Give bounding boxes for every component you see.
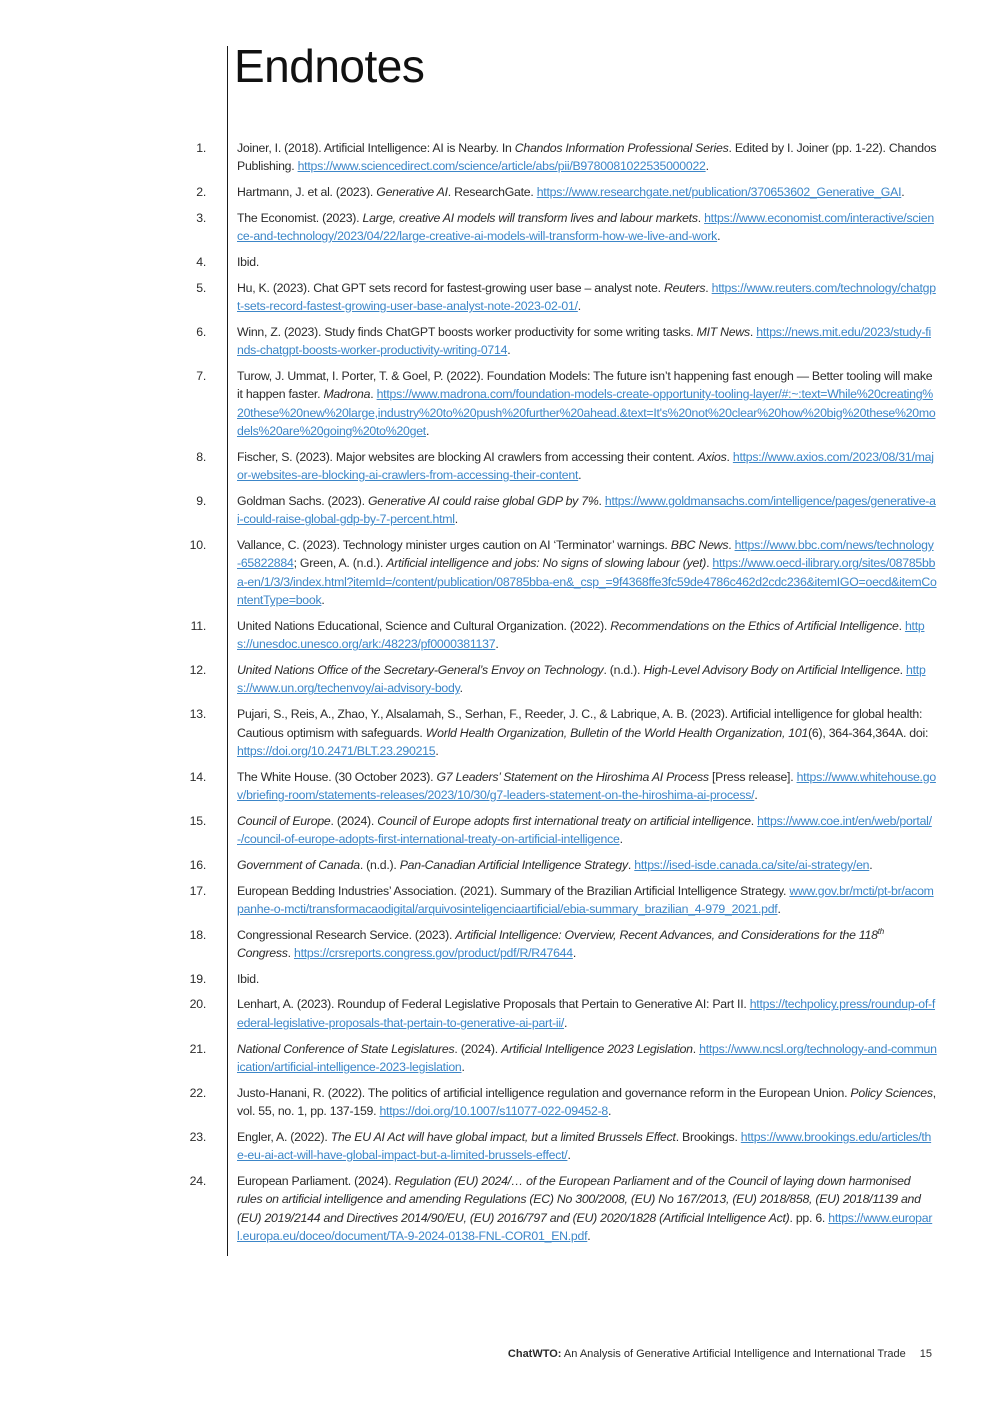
endnote-text (237, 858, 872, 872)
endnote-number: 22. (189, 1085, 206, 1100)
endnote-italic-text: Artificial Intelligence: Overview, Recent Advances, and Considerations for the 118 (455, 927, 878, 942)
endnote-text (237, 325, 931, 357)
endnote-text (237, 1042, 937, 1074)
endnote-italic-text: Artificial Intelligence 2023 Legislation (501, 1041, 693, 1056)
endnote-text-run: Vallance, C. (2023). Technology minister urges caution on AI ‘Terminator’ warnings. (237, 537, 671, 552)
endnote-text-run: . (2024). (454, 1041, 502, 1056)
endnote-text-run: European Bedding Industries’ Association. (2021). Summary of the Brazilian Artificial Intelligence Strategy. (237, 883, 790, 898)
endnote-text-run: Justo-Hanani, R. (2022). The politics of artificial intelligence regulation and governance reform in the European Union. (237, 1085, 851, 1100)
endnote-link[interactable]: https://unesdoc.unesco.org/ark:/48223/pf0000381137 (237, 618, 925, 652)
endnote-text-run: . (370, 387, 377, 402)
endnote-text-run: Joiner, I. (2018). Artificial Intelligence: AI is Nearby. In (237, 141, 515, 155)
endnote-text-run: . (587, 1229, 591, 1244)
endnote-link[interactable]: https://www.goldmansachs.com/intelligence/pages/generative-ai-could-raise-global-gdp-by-7-percent.html (237, 493, 936, 527)
endnote-text (237, 255, 259, 269)
endnote-text-run: . (2024). (330, 813, 378, 828)
endnote-number: 1. (196, 141, 206, 155)
endnote-text-run: . (425, 424, 430, 439)
endnote-item (0, 279, 937, 316)
endnote-text-run: . ResearchGate. (447, 185, 537, 200)
endnote-number: 15. (189, 813, 206, 828)
endnote-number: 20. (189, 997, 206, 1012)
footer-report-subtitle: An Analysis of Generative Artificial Intelligence and International Trade (561, 1348, 906, 1360)
endnote-text-run: . (898, 618, 905, 633)
endnote-text-run: The White House. (30 October 2023). (237, 769, 437, 784)
endnote-text-run: ; Green, A. (n.d.). (293, 556, 387, 571)
endnote-link[interactable]: https://www.researchgate.net/publication/370653602_Generative_GAI (536, 185, 902, 200)
endnote-text (237, 663, 926, 695)
endnote-text-run: . (619, 832, 623, 847)
endnote-italic-text: Artificial intelligence and jobs: No signs of slowing labour (yet) (386, 556, 707, 571)
endnote-item (0, 882, 937, 919)
endnote-text-run: . pp. 6. (789, 1210, 829, 1225)
endnote-text (237, 1086, 936, 1118)
endnote-italic-text: BBC News (670, 537, 729, 552)
endnote-text (237, 450, 934, 482)
endnote-number: 5. (196, 280, 206, 295)
endnote-text (237, 538, 937, 607)
endnote-text (237, 211, 934, 243)
endnote-text-run: . (608, 1104, 612, 1119)
endnote-number: 14. (189, 769, 206, 784)
endnote-text-run: Engler, A. (2022). (237, 1129, 331, 1144)
endnote-italic-text: Axios (697, 449, 727, 464)
endnote-text-run: . (461, 1060, 465, 1074)
endnote-link[interactable]: https://techpolicy.press/roundup-of-federal-legislative-proposals-that-pertain-to-generative-ai-part-ii/ (237, 997, 936, 1030)
endnote-text-run: . (435, 743, 439, 758)
endnote-text-run: . (706, 556, 713, 571)
endnote-link[interactable]: https://www.axios.com/2023/08/31/major-websites-are-blocking-ai-crawlers-from-accessing-their-content (237, 449, 934, 483)
endnote-number: 23. (189, 1129, 206, 1144)
endnote-italic-text: United Nations Office of the Secretary-General’s Envoy on Technology (237, 663, 604, 678)
endnote-item (0, 536, 937, 610)
endnote-text-run: Winn, Z. (2023). Study finds ChatGPT boosts worker productivity for some writing tasks. (237, 324, 697, 339)
page-title: Endnotes (234, 40, 425, 92)
endnote-text-run: . (726, 449, 733, 464)
endnote-number: 19. (189, 971, 206, 986)
endnote-link[interactable]: https://news.mit.edu/2023/study-finds-chatgpt-boosts-worker-productivity-writing-0714 (237, 324, 931, 358)
endnote-text-run: Fischer, S. (2023). Major websites are blocking AI crawlers from accessing their content. (237, 449, 698, 464)
endnotes-list (0, 139, 992, 1253)
endnote-link[interactable]: https://doi.org/10.1007/s11077-022-09452-8 (379, 1104, 609, 1119)
endnote-italic-text: High-Level Advisory Body on Artificial Intelligence (643, 663, 900, 678)
endnote-item (0, 1040, 937, 1077)
endnote-text (237, 770, 936, 802)
endnote-number: 6. (196, 324, 206, 339)
endnote-item (0, 492, 937, 529)
endnote-text-run: . (697, 210, 705, 225)
endnote-item (0, 768, 937, 805)
page-footer (508, 1346, 932, 1362)
endnote-link[interactable]: https://crsreports.congress.gov/product/pdf/R/R47644 (293, 946, 573, 961)
endnote-text-run: . (578, 468, 582, 483)
endnote-text-run: . (321, 593, 325, 608)
endnote-text-run: , vol. 55, no. 1, pp. 137-159. (237, 1085, 936, 1119)
endnote-item (0, 253, 937, 271)
endnote-italic-text: Large, creative AI models will transform lives and labour markets (362, 210, 698, 225)
endnote-text (237, 141, 936, 173)
endnote-text (237, 619, 924, 651)
endnote-number: 2. (196, 185, 206, 200)
endnote-link[interactable]: https://ised-isde.canada.ca/site/ai-strategy/en (634, 857, 870, 872)
endnote-item (0, 705, 937, 760)
endnote-text-run: The Economist. (2023). (237, 210, 363, 225)
endnote-text-run: . (777, 901, 781, 916)
endnote-item (0, 856, 937, 874)
endnote-link[interactable]: https://www.oecd-ilibrary.org/sites/08785bba-en/1/3/3/index.html?itemId=/content/publication/08785bba-en&_csp_=9f4368ffe3fc59de4786c462d2cdc236&itemIGO=oecd&itemContentType=book (237, 556, 937, 608)
endnote-link[interactable]: https://www.madrona.com/foundation-models-create-opportunity-tooling-layer/#:~:text=While%20creating%20these%20new%20large,industry%20to%20push%20further%20ahead.&text=It's%20not%20clear%20how%20big%20these%20models%20are%20going%20to%20get (237, 387, 936, 439)
endnote-text-run: Lenhart, A. (2023). Roundup of Federal Legislative Proposals that Pertain to Generative AI: Part II. (237, 997, 750, 1012)
endnote-text-run: . (869, 857, 873, 872)
endnote-item (0, 970, 937, 988)
endnote-item (0, 617, 937, 654)
endnote-text (237, 494, 936, 526)
endnote-number: 13. (189, 707, 206, 722)
endnote-item (0, 661, 937, 698)
endnote-item (0, 995, 937, 1032)
endnote-item (0, 812, 937, 849)
endnote-italic-text: Chandos Information Professional Series (514, 141, 729, 155)
endnote-text-run: . (692, 1041, 700, 1056)
endnote-number: 16. (189, 857, 206, 872)
endnote-text-run: . (627, 857, 635, 872)
endnote-text-run: . (754, 788, 758, 803)
endnote-link[interactable]: https://www.ncsl.org/technology-and-communication/artificial-intelligence-2023-legislation (237, 1041, 937, 1074)
endnote-item (0, 183, 937, 201)
endnote-link[interactable]: https://www.whitehouse.gov/briefing-room/statements-releases/2023/10/30/g7-leaders-statement-on-the-hiroshima-ai-process/ (237, 769, 936, 803)
endnote-link[interactable]: https://www.economist.com/interactive/science-and-technology/2023/04/22/large-creative-ai-models-will-transform-how-we-live-and-work (237, 210, 934, 244)
endnote-text-run: . (459, 681, 463, 696)
endnote-text-run: . (717, 229, 721, 244)
endnote-text-run: United Nations Educational, Science and Cultural Organization. (2022). (237, 618, 611, 633)
endnote-italic-text: Generative AI (376, 185, 448, 200)
endnote-italic-text: World Health Organization, Bulletin of the World Health Organization, 101 (425, 725, 809, 740)
endnote-text-run: . (705, 280, 712, 295)
endnote-text-run: . (572, 946, 577, 961)
endnote-text (237, 185, 904, 199)
endnote-link[interactable]: https://www.europarl.europa.eu/doceo/document/TA-9-2024-0138-FNL-COR01_EN.pdf (237, 1210, 933, 1244)
endnote-text (237, 997, 935, 1029)
endnote-number: 21. (189, 1041, 206, 1056)
endnote-italic-text: Government of Canada (237, 857, 360, 872)
endnote-text (237, 1130, 931, 1162)
endnote-item (0, 323, 937, 360)
endnote-number: 3. (196, 210, 206, 225)
endnote-text-run: . Edited by I. Joiner (pp. 1-22). Chandos Publishing. (237, 141, 937, 174)
endnote-italic-text: Policy Sciences (850, 1085, 933, 1100)
endnote-number: 8. (196, 449, 206, 464)
endnote-text-run: Goldman Sachs. (2023). (237, 493, 368, 508)
endnote-italic-text: G7 Leaders’ Statement on the Hiroshima AI Process (436, 769, 709, 784)
endnote-text (237, 707, 928, 758)
endnote-italic-text: Council of Europe (237, 813, 331, 828)
endnote-link[interactable]: https://www.un.org/techenvoy/ai-advisory-body (237, 663, 926, 696)
endnote-item (0, 1084, 937, 1121)
endnote-italic-text: Regulation (EU) 2024/… of the European Parliament and of the Council of laying down harmonised rules on artificial intelligence and amending Regulations (EC) No 300/2008, (EU) No 167/2013, (EU) 2018/858, (EU) 2018/1139 and (EU) 2019/2144 and Directives 2014/90/EU, (EU) 2016/797 and (EU) 2020/1828 (Artificial Intelligence Act) (237, 1173, 921, 1225)
endnote-text (237, 972, 259, 986)
endnote-italic-text: Generative AI could raise global GDP by 7% (367, 493, 599, 508)
endnote-link[interactable]: https://doi.org/10.2471/BLT.23.290215 (237, 743, 436, 758)
endnote-item (0, 1172, 937, 1246)
endnote-text-run: [Press release]. (708, 769, 797, 784)
endnote-number: 18. (189, 927, 206, 942)
endnote-italic-text: Recommendations on the Ethics of Artificial Intelligence (610, 618, 899, 633)
endnote-item (0, 448, 937, 485)
endnote-text-run: . (567, 1148, 571, 1163)
endnote-text (237, 928, 884, 960)
endnote-text-run: (6), 364-364,364A. doi: (808, 725, 929, 740)
endnote-item (0, 209, 937, 246)
endnote-text-run: . (287, 946, 294, 961)
endnote-italic-text: MIT News (696, 324, 750, 339)
endnote-number: 24. (189, 1173, 206, 1188)
endnote-text-run: . (750, 813, 758, 828)
endnote-text (237, 369, 935, 438)
endnote-number: 7. (196, 368, 206, 383)
endnote-text-run: . (564, 1015, 568, 1030)
endnote-italic-text: Pan-Canadian Artificial Intelligence Strategy (399, 857, 628, 872)
endnote-italic-text: Congress (237, 946, 288, 961)
endnote-text-run: . (454, 512, 458, 527)
endnote-text-run: European Parliament. (2024). (237, 1173, 395, 1188)
endnote-text-run: Hartmann, J. et al. (2023). (237, 185, 377, 200)
endnote-text-run: Turow, J. Ummat, I. Porter, T. & Goel, P. (2022). Foundation Models: The future isn’t happening fast enough — Better tooling will make it happen faster. (237, 368, 933, 402)
endnote-italic-text: The EU AI Act will have global impact, but a limited Brussels Effect (330, 1129, 676, 1144)
endnote-number: 9. (196, 493, 206, 508)
endnote-superscript: th (877, 926, 884, 936)
endnote-text-run: . (n.d.). (603, 663, 644, 678)
endnote-text-run: . (598, 493, 605, 508)
endnote-text-run: . (749, 324, 757, 339)
endnote-link[interactable]: https://www.reuters.com/technology/chatgpt-sets-record-fastest-growing-user-base-analyst-note-2023-02-01/ (237, 280, 936, 314)
page-number: 15 (919, 1348, 932, 1360)
endnote-link[interactable]: https://www.coe.int/en/web/portal/-/council-of-europe-adopts-first-international-treaty-on-artificial-intelligence (237, 813, 932, 847)
endnote-text-run: Ibid. (237, 971, 259, 986)
endnote-text-run: Ibid. (237, 254, 259, 269)
endnote-italic-text: Reuters (663, 280, 706, 295)
endnote-text (237, 814, 932, 846)
endnote-italic-text: Madrona (323, 387, 371, 402)
endnote-number: 17. (189, 883, 206, 898)
endnote-item (0, 1128, 937, 1165)
endnote-item (0, 367, 937, 441)
footer-report-name: ChatWTO: (507, 1348, 562, 1360)
endnote-text-run: Pujari, S., Reis, A., Zhao, Y., Alsalamah, S., Serhan, F., Reeder, J. C., & Labrique, A. B. (2023). Artificial intelligence for global health: Cautious optimism with safeguards. (237, 707, 923, 740)
endnote-italic-text: National Conference of State Legislatures (237, 1041, 455, 1056)
endnote-text-run: Congressional Research Service. (2023). (237, 927, 456, 942)
endnote-text (237, 884, 934, 916)
endnote-item (0, 139, 937, 176)
endnote-number: 11. (190, 618, 206, 633)
endnote-text-run: Hu, K. (2023). Chat GPT sets record for fastest-growing user base – analyst note. (237, 280, 664, 295)
endnote-text-run: . (728, 537, 735, 552)
endnote-link[interactable]: https://www.sciencedirect.com/science/article/abs/pii/B9780081022535000022 (297, 159, 706, 174)
endnote-number: 4. (196, 254, 206, 269)
endnote-text (237, 1174, 932, 1243)
endnote-link[interactable]: www.gov.br/mcti/pt-br/acompanhe-o-mcti/transformacaodigital/arquivosinteligenciaartificial/ebia-summary_brazilian_4-979_2021.pdf (237, 883, 934, 916)
endnote-text-run: . Brookings. (675, 1129, 741, 1144)
endnote-italic-text: Council of Europe adopts first international treaty on artificial intelligence (377, 813, 751, 828)
endnote-number: 12. (189, 663, 206, 678)
endnote-link[interactable]: https://www.brookings.edu/articles/the-eu-ai-act-will-have-global-impact-but-a-limited-brussels-effect/ (237, 1129, 932, 1163)
endnote-item (0, 926, 937, 963)
endnote-text (237, 281, 936, 313)
endnote-text-run: . (899, 663, 907, 678)
endnote-number: 10. (189, 537, 206, 552)
endnote-link[interactable]: https://www.bbc.com/news/technology-65822884 (237, 537, 934, 571)
endnote-text-run: . (507, 343, 511, 358)
endnote-text-run: . (577, 299, 581, 314)
endnote-text-run: . (n.d.). (359, 857, 400, 872)
endnote-text-run: . (901, 185, 905, 200)
endnote-text-run: . (705, 159, 709, 174)
endnote-text-run: . (495, 637, 499, 652)
